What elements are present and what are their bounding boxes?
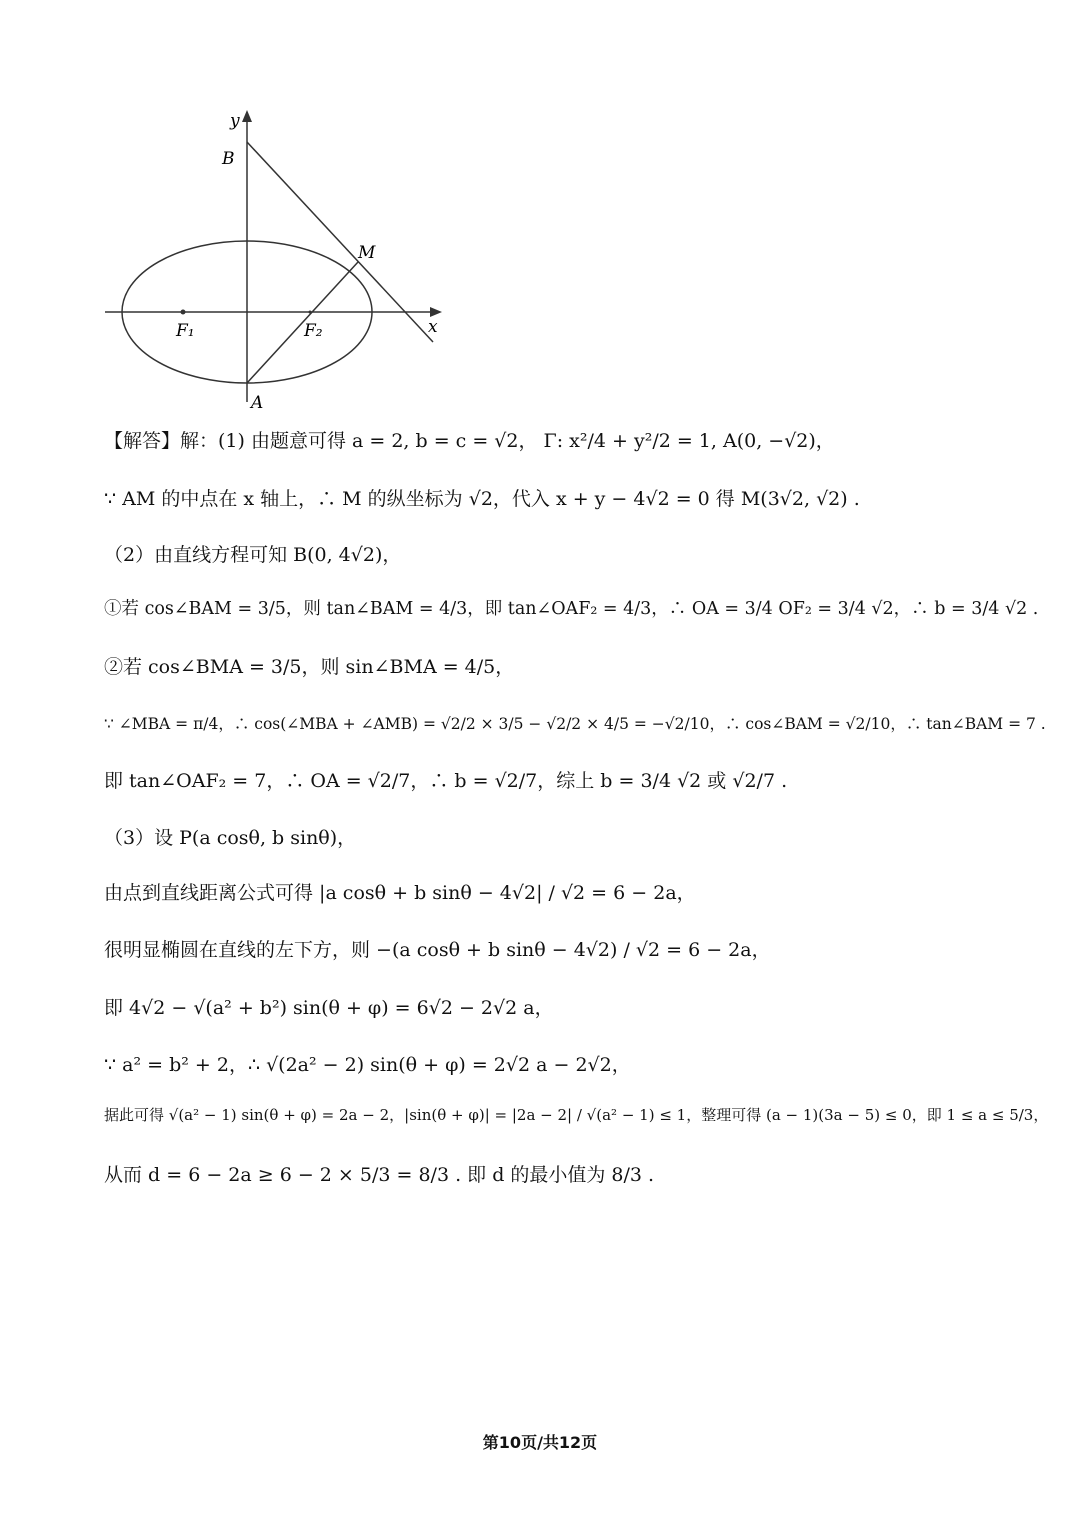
ellipse-figure xyxy=(100,102,450,412)
solution-line-1: 【解答】解：(1) 由题意可得 a = 2, b = c = √2， Γ: x²/4 + y²/2 = 1, A(0, −√2)， xyxy=(104,430,835,452)
solution-line-3: （2）由直线方程可知 B(0, 4√2)， xyxy=(104,544,402,566)
label-y: y xyxy=(230,111,240,131)
solution-line-6: ∵ ∠MBA = π/4，∴ cos(∠MBA + ∠AMB) = √2/2 × 3/5 − √2/2 × 4/5 = −√2/10，∴ cos∠BAM = √2/10，∴ tan∠BAM = 7 . xyxy=(104,715,1046,733)
solution-line-9: 由点到直线距离公式可得 |a cosθ + b sinθ − 4√2| / √2 = 6 − 2a， xyxy=(104,882,696,904)
solution-line-10: 很明显椭圆在直线的左下方，则 −(a cosθ + b sinθ − 4√2) / √2 = 6 − 2a， xyxy=(104,939,771,961)
focus-F1 xyxy=(181,310,186,315)
solution-line-13: 据此可得 √(a² − 1) sin(θ + φ) = 2a − 2，|sin(θ + φ)| = |2a − 2| / √(a² − 1) ≤ 1，整理可得 (a − 1)(3a − 5) ≤ 0，即 1 ≤ a ≤ 5/3， xyxy=(104,1106,1049,1124)
label-B: B xyxy=(222,149,235,169)
label-A: A xyxy=(251,393,264,412)
solution-line-11: 即 4√2 − √(a² + b²) sin(θ + φ) = 6√2 − 2√2 a， xyxy=(104,997,554,1019)
segment-AM xyxy=(247,262,358,383)
solution-line-12: ∵ a² = b² + 2，∴ √(2a² − 2) sin(θ + φ) = 2√2 a − 2√2， xyxy=(104,1054,631,1076)
solution-line-8: （3）设 P(a cosθ, b sinθ)， xyxy=(104,827,357,849)
page-footer: 第10页/共12页 xyxy=(482,1433,598,1452)
y-axis-arrow xyxy=(242,110,252,122)
label-M: M xyxy=(358,243,376,263)
solution-line-5: ②若 cos∠BMA = 3/5，则 sin∠BMA = 4/5， xyxy=(104,656,515,678)
x-axis-arrow xyxy=(430,307,442,317)
solution-line-4: ①若 cos∠BAM = 3/5，则 tan∠BAM = 4/3，即 tan∠OAF₂ = 4/3，∴ OA = 3/4 OF₂ = 3/4 √2，∴ b = 3/4 √2 . xyxy=(104,599,1039,619)
solution-line-2: ∵ AM 的中点在 x 轴上，∴ M 的纵坐标为 √2，代入 x + y − 4√2 = 0 得 M(3√2, √2) . xyxy=(104,488,860,510)
label-F1: F₁ xyxy=(176,321,195,341)
label-F2: F₂ xyxy=(304,321,323,341)
solution-line-14: 从而 d = 6 − 2a ≥ 6 − 2 × 5/3 = 8/3 . 即 d 的最小值为 8/3 . xyxy=(104,1164,655,1186)
solution-line-7: 即 tan∠OAF₂ = 7，∴ OA = √2/7，∴ b = √2/7，综上 b = 3/4 √2 或 √2/7 . xyxy=(104,770,788,792)
focus-F2 xyxy=(309,311,312,314)
label-x: x xyxy=(428,317,438,337)
